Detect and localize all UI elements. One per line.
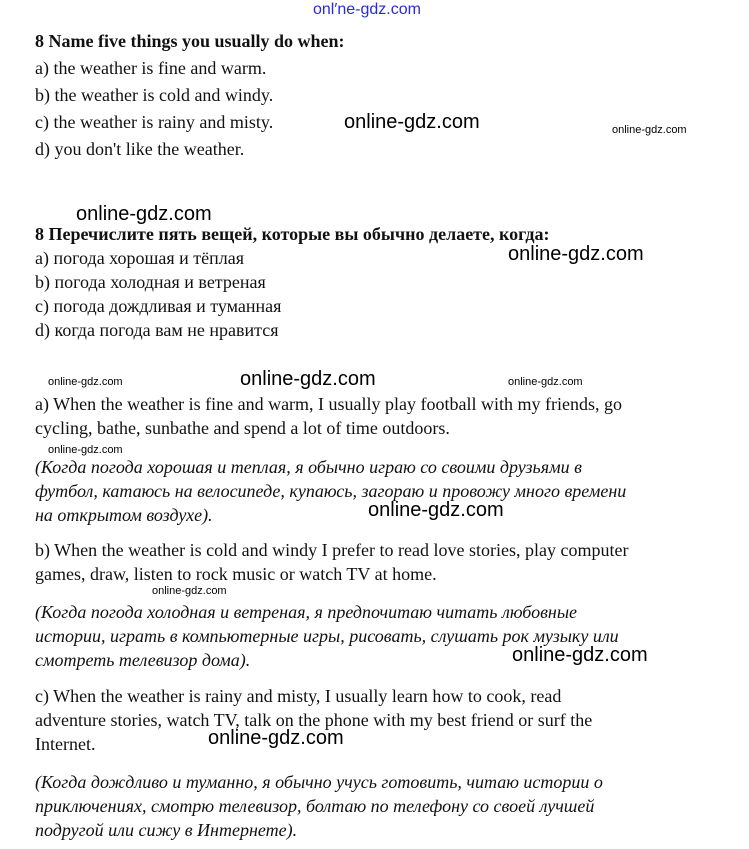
en-task-item-d: d) you don't like the weather. <box>35 139 245 159</box>
watermark: online-gdz.com <box>48 444 123 456</box>
watermark: online-gdz.com <box>508 376 583 388</box>
ru-task-heading: 8 Перечислите пять вещей, которые вы обычно делаете, когда: <box>35 224 550 244</box>
watermark: online-gdz.com <box>508 243 644 265</box>
watermark: online-gdz.com <box>208 727 344 749</box>
ru-task-item-d: d) когда погода вам не нравится <box>35 320 279 340</box>
answer-c-ru-line-1: (Когда дождливо и туманно, я обычно учусь готовить, читаю истории о <box>35 772 603 792</box>
answer-b-en-line-2: games, draw, listen to rock music or watch TV at home. <box>35 564 437 584</box>
en-task-heading: 8 Name five things you usually do when: <box>35 31 345 51</box>
en-task-item-a: a) the weather is fine and warm. <box>35 58 267 78</box>
answer-b-ru-line-2: истории, играть в компьютерные игры, рисовать, слушать рок музыку или <box>35 626 619 646</box>
answer-c-ru-line-3: подругой или сижу в Интернете). <box>35 820 298 840</box>
watermark: online-gdz.com <box>48 376 123 388</box>
watermark: online-gdz.com <box>240 368 376 390</box>
answer-b-en-line-1: b) When the weather is cold and windy I prefer to read love stories, play computer <box>35 540 629 560</box>
ru-task-item-c: c) погода дождливая и туманная <box>35 296 282 316</box>
en-task-item-c: c) the weather is rainy and misty. <box>35 112 274 132</box>
en-task-item-b: b) the weather is cold and windy. <box>35 85 274 105</box>
watermark: online-gdz.com <box>612 124 687 136</box>
answer-c-ru-line-2: приключениях, смотрю телевизор, болтаю по телефону со своей лучшей <box>35 796 595 816</box>
answer-a-ru-line-2: футбол, катаюсь на велосипеде, купаюсь, загораю и провожу много времени <box>35 481 627 501</box>
answer-a-ru-line-1: (Когда погода хорошая и теплая, я обычно играю со своими друзьями в <box>35 457 582 477</box>
answer-b-ru-line-3: смотреть телевизор дома). <box>35 650 251 670</box>
answer-a-en-line-1: a) When the weather is fine and warm, I usually play football with my friends, go <box>35 394 623 414</box>
watermark: online-gdz.com <box>152 585 227 597</box>
watermark-top: onl′ne-gdz.com <box>313 1 421 18</box>
watermark: online-gdz.com <box>368 499 504 521</box>
ru-task-item-a: a) погода хорошая и тёплая <box>35 248 244 268</box>
answer-c-en-line-2: adventure stories, watch TV, talk on the phone with my best friend or surf the <box>35 710 593 730</box>
answer-a-en-line-2: cycling, bathe, sunbathe and spend a lot of time outdoors. <box>35 418 450 438</box>
answer-c-en-line-3: Internet. <box>35 734 96 754</box>
answer-b-ru-line-1: (Когда погода холодная и ветреная, я предпочитаю читать любовные <box>35 602 578 622</box>
answer-c-en-line-1: c) When the weather is rainy and misty, I usually learn how to cook, read <box>35 686 562 706</box>
watermark: online-gdz.com <box>344 111 480 133</box>
watermark: online-gdz.com <box>76 203 212 225</box>
watermark: online-gdz.com <box>512 644 648 666</box>
ru-task-item-b: b) погода холодная и ветреная <box>35 272 266 292</box>
answer-a-ru-line-3: на открытом воздухе). <box>35 505 213 525</box>
